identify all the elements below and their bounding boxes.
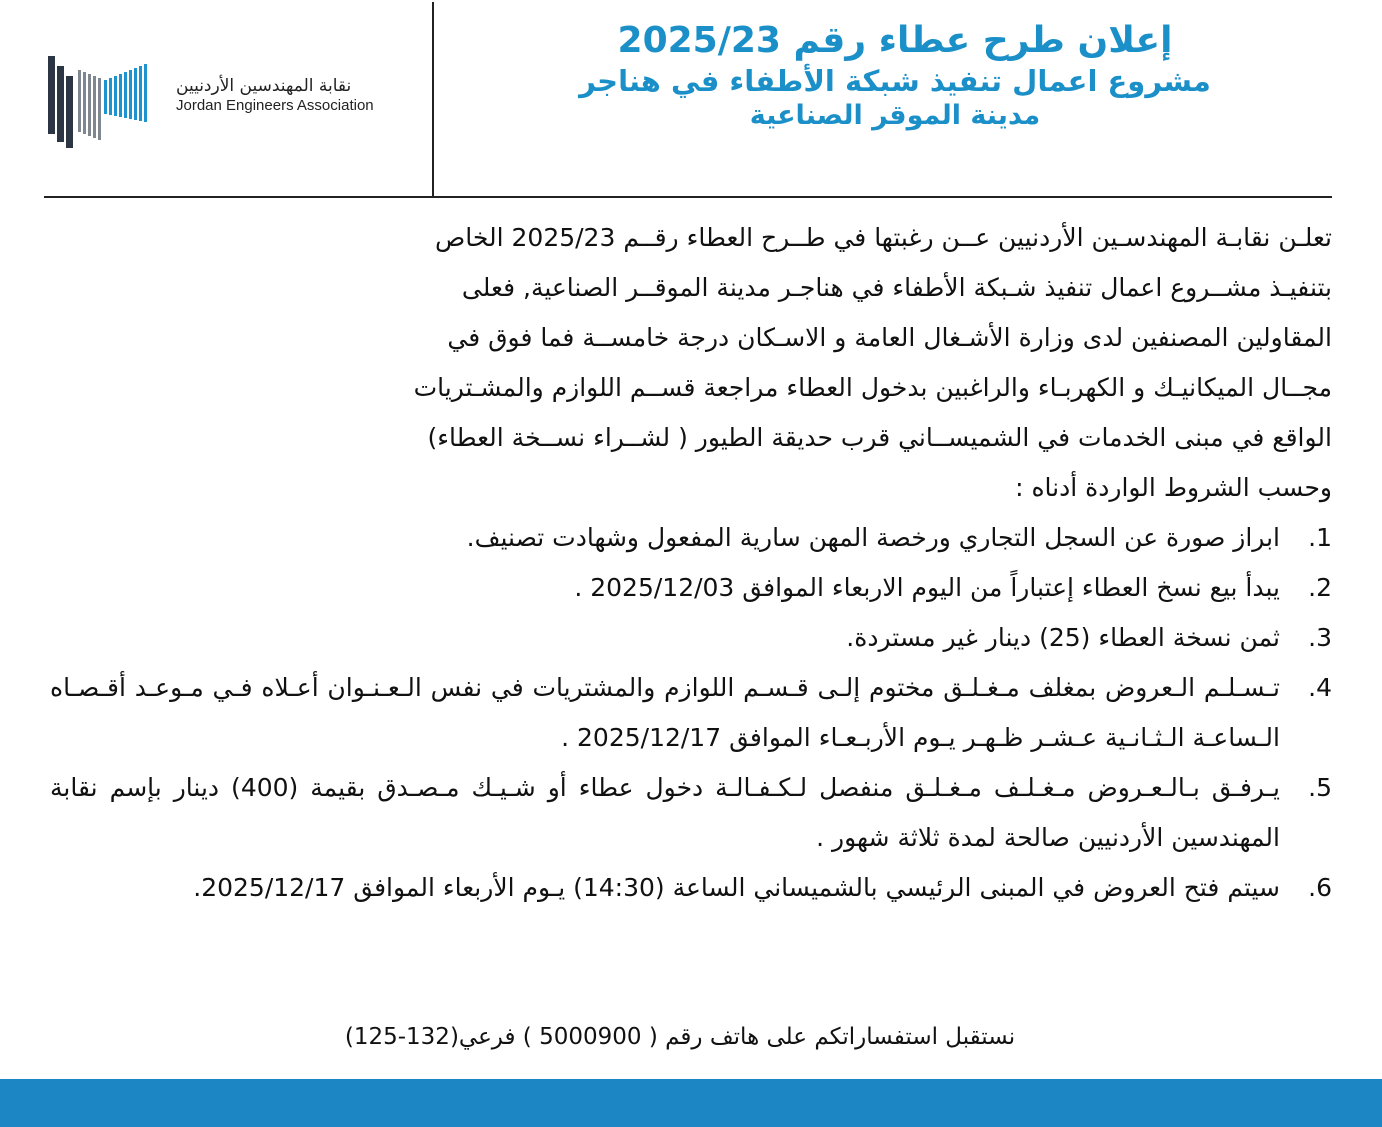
project-subtitle-line2: مدينة الموقر الصناعية — [749, 100, 1041, 132]
header-vertical-divider — [432, 2, 434, 197]
conditions-list — [50, 513, 1332, 913]
condition-number: 3. — [1308, 623, 1332, 652]
logo-arabic-name: نقابة المهندسين الأردنيين — [176, 76, 352, 96]
condition-item — [50, 613, 1332, 663]
condition-item — [50, 763, 1332, 863]
logo-wordmark — [176, 76, 406, 116]
intro-line: الواقع في مبنى الخدمات في الشميســاني قرب حديقة الطيور ( لشــراء نســخة العطاء) — [427, 423, 1332, 452]
intro-paragraph — [50, 213, 1332, 513]
condition-item — [50, 563, 1332, 613]
condition-number: 2. — [1308, 573, 1332, 602]
condition-item — [50, 513, 1332, 563]
intro-line: تعلـن نقابـة المهندسـين الأردنيين عــن رغبتها في طــرح العطاء رقــم 2025/23 الخاص — [435, 223, 1332, 252]
intro-line: المقاولين المصنفين لدى وزارة الأشـغال العامة و الاسـكان درجة خامســة فما فوق في — [447, 323, 1332, 352]
condition-text: سيتم فتح العروض في المبنى الرئيسي بالشميساني الساعة (14:30) يـوم الأربعاء الموافق 2025/12/17. — [193, 873, 1280, 902]
condition-number: 6. — [1308, 873, 1332, 902]
announcement-header — [445, 18, 1345, 133]
project-subtitle-line1: مشروع اعمال تنفيذ شبكة الأطفاء في هناجر — [579, 64, 1211, 98]
jea-logo-mark-icon — [46, 52, 156, 150]
condition-number: 1. — [1308, 523, 1332, 552]
inquiry-note: نستقبل استفساراتكم على هاتف رقم ( 5000900 ) فرعي(132-125) — [344, 1024, 1016, 1050]
condition-text: يـرفـق بـالـعـروض مـغـلـف مـغـلـق منفصل لـكـفـالـة دخول عطاء أو شـيـك مـصـدق بقيمة (400) دينار بإسم نقابة المهندسين الأردنيين صالحة لمدة ثلاثة شهور . — [50, 773, 1280, 852]
condition-number: 4. — [1308, 673, 1332, 702]
condition-item — [50, 663, 1332, 763]
announcement-body — [50, 213, 1332, 913]
announcement-title: إعلان طرح عطاء رقم 2025/23 — [617, 20, 1173, 61]
condition-item — [50, 863, 1332, 913]
intro-line: وحسب الشروط الواردة أدناه : — [1015, 473, 1332, 502]
condition-number: 5. — [1308, 773, 1332, 802]
jea-logo — [46, 52, 406, 152]
logo-english-name: Jordan Engineers Association — [176, 97, 374, 115]
condition-text: تـسـلـم الـعروض بمغلف مـغـلـق مختوم إلـى قـسـم اللوازم والمشتريات في نفس الـعـنـوان أعـلاه فـي مـوعـد أقـصـاه الـساعـة الـثـانـية عـشـر ظـهـر يـوم الأربـعـاء الموافق 2025/12/17 . — [50, 673, 1280, 752]
condition-text: ابراز صورة عن السجل التجاري ورخصة المهن سارية المفعول وشهادت تصنيف. — [466, 523, 1280, 552]
bottom-color-bar — [0, 1079, 1382, 1127]
condition-text: يبدأ بيع نسخ العطاء إعتباراً من اليوم الاربعاء الموافق 2025/12/03 . — [574, 573, 1280, 602]
intro-line: مجــال الميكانيـك و الكهربـاء والراغبين بدخول العطاء مراجعة قســم اللوازم والمشـتريات — [413, 373, 1332, 402]
header-horizontal-divider — [44, 196, 1332, 198]
intro-line: بتنفيـذ مشــروع اعمال تنفيذ شـبكة الأطفاء في هناجـر مدينة الموقــر الصناعية, فعلى — [461, 273, 1332, 302]
condition-text: ثمن نسخة العطاء (25) دينار غير مستردة. — [846, 623, 1280, 652]
